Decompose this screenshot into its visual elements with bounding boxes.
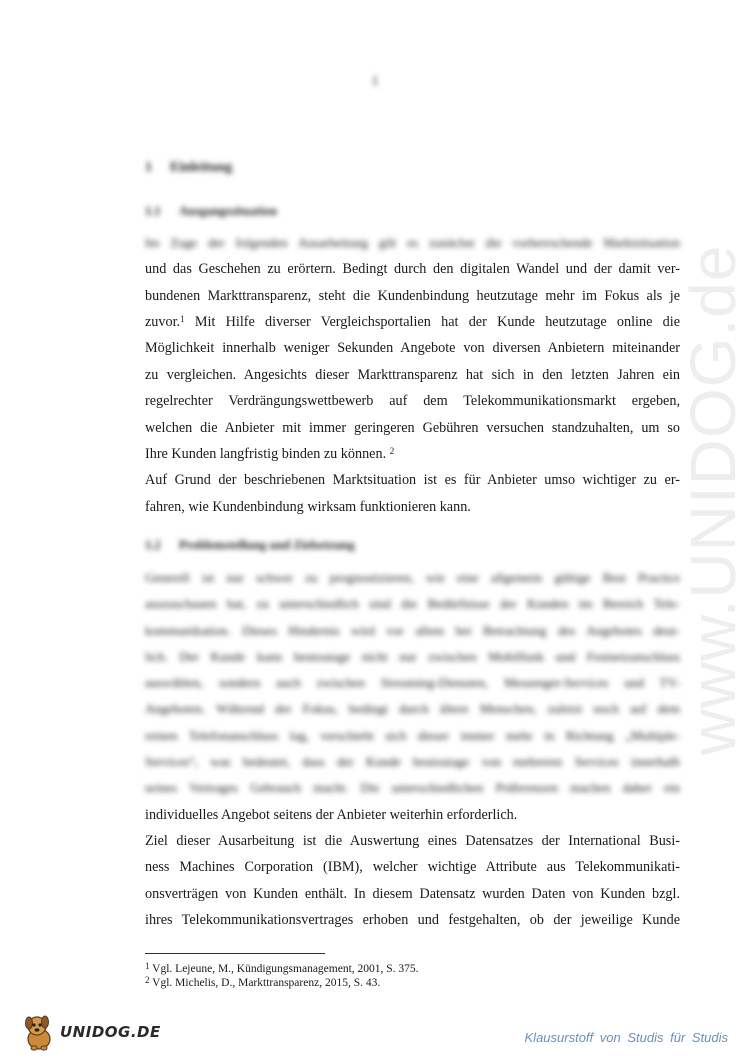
text-line: ness Machines Corporation (IBM), welcher wichtige Attribute aus Telekommunikati- [145, 859, 680, 876]
footnote-ref-2[interactable]: 2 [389, 446, 395, 457]
blurred-line: reinen Telefonanschluss lag, verschiebt sich dieser immer mehr in Richtung „Multiple- [145, 727, 680, 743]
footnote-1 [145, 962, 419, 976]
text-line: fahren, wie Kundenbindung wirksam funktionieren kann. [145, 498, 471, 515]
footnote-text: Vgl. Lejeune, M., Kündigungsmanagement, 2001, S. 375. [149, 963, 419, 975]
blurred-line: lich. Der Kunde kann heutzutage nicht nur zwischen Mobilfunk und Festnetzanschluss [145, 648, 680, 664]
chapter-heading [145, 160, 232, 176]
blurred-line: Generell ist nur schwer zu prognostizieren, wie eine allgemein gültige Best Practice [145, 570, 680, 585]
footnote-ref-1[interactable]: 1 [180, 314, 185, 325]
footnote-text: Vgl. Michelis, D., Markttransparenz, 2015, S. 43. [149, 977, 381, 989]
text-line: ihres Telekommunikationsvertrages erhoben und festgehalten, ob der jeweilige Kunde [145, 912, 680, 929]
footnote-mark: 1 [145, 961, 150, 971]
text-line: individuelles Angebot seitens der Anbieter weiterhin erforderlich. [145, 806, 518, 823]
blurred-line: Angeboten. Während der Fokus, bedingt durch ältere Menschen, zuletzt noch auf dem [145, 701, 680, 717]
blurred-line: Services“, was bedeutet, dass der Kunde heutzutage von mehreren Services innerhalb [145, 754, 680, 770]
blurred-line: auswählen, sondern auch zwischen Streaming-Diensten, Messenger-Services und TV- [145, 675, 680, 691]
blurred-line: auszuschauen hat, zu unterschiedlich sind die Bedürfnisse der Kunden im Bereich Tele- [145, 596, 680, 612]
unidog-logo[interactable] [22, 1012, 161, 1052]
blurred-line: seines Vertrages Gebrauch macht. Die unterschiedlichen Präferenzen machen daher ein [145, 780, 680, 796]
section-heading-1-1 [145, 204, 277, 219]
section-number: 1.2 [145, 538, 161, 552]
text-line: Ziel dieser Ausarbeitung ist die Auswertung eines Datensatzes der International Busi- [145, 833, 680, 850]
text-line: onsverträgen von Kunden enthält. In diesem Datensatz wurden Daten von Kunden bzgl. [145, 885, 680, 902]
page-number: 1 [371, 74, 379, 89]
text-line: und das Geschehen zu erörtern. Bedingt durch den digitalen Wandel und der damit ver- [145, 261, 680, 278]
paragraph-ausgangssituation [145, 230, 680, 520]
section-heading-1-2 [145, 538, 354, 553]
chapter-title: Einleitung [170, 160, 233, 175]
footnote-divider [145, 953, 325, 954]
text-line [145, 441, 680, 467]
watermark-text: www.UNIDOG.de [677, 244, 749, 756]
section-title: Ausgangssituation [179, 204, 277, 218]
text-line: regelrechter Verdrängungswettbewerb auf dem Telekommunikationsmarkt ergeben, [145, 393, 680, 410]
footnotes [145, 962, 419, 990]
text-line: bundenen Markttransparenz, steht die Kundenbindung heutzutage mehr im Fokus als je [145, 287, 680, 304]
chapter-number: 1 [145, 160, 152, 175]
dog-mascot-icon [22, 1013, 56, 1051]
logo-wordmark: UNIDOG.DE [60, 1023, 161, 1041]
section-number: 1.1 [145, 204, 161, 218]
text-line: Möglichkeit innerhalb weniger Sekunden Angebote von diversen Anbietern miteinander [145, 340, 680, 357]
text-fragment: zuvor. [145, 314, 181, 331]
text-line: zu vergleichen. Angesichts dieser Markttransparenz hat sich in den letzten Jahren ein [145, 366, 680, 383]
text-line [145, 309, 680, 335]
section-title: Problemstellung und Zielsetzung [179, 538, 355, 552]
blurred-line: Im Zuge der folgenden Ausarbeitung gilt es zunächst die vorherrschende Marktsituation [145, 235, 680, 250]
text-line: Auf Grund der beschriebenen Marktsituation ist es für Anbieter umso wichtiger zu er- [145, 472, 680, 489]
tagline: Klausurstoff von Studis für Studis [524, 1030, 728, 1045]
text-fragment: Ihre Kunden langfristig binden zu können. [145, 446, 387, 463]
footnote-2 [145, 976, 419, 990]
blurred-line: kommunikation. Dieses Hindernis wird vor allem bei Betrachtung des Angebotes deut- [145, 622, 680, 638]
paragraph-problemstellung [145, 565, 680, 934]
footnote-mark: 2 [145, 975, 150, 985]
watermark [668, 244, 750, 756]
text-line: welchen die Anbieter mit immer geringeren Gebühren versuchen standzuhalten, um so [145, 419, 680, 436]
text-fragment: Mit Hilfe diverser Vergleichsportalien hat der Kunde heutzutage online die [184, 314, 680, 331]
